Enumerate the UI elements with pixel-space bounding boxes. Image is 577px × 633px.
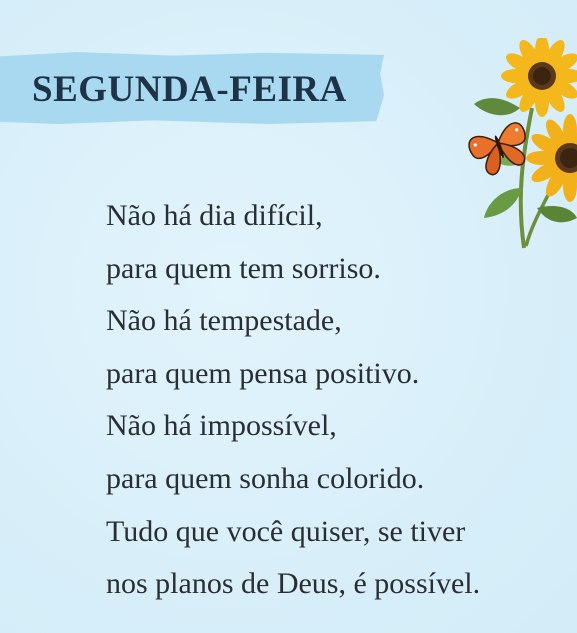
poem-line: para quem sonha colorido. [106, 461, 425, 495]
sunflower-icon [526, 114, 577, 202]
poem-line: Não há dia difícil, [106, 199, 323, 232]
poem-line: para quem pensa positivo. [106, 356, 420, 390]
poem-line: para quem tem sorriso. [106, 251, 381, 285]
poem-line: Tudo que você quiser, se tiver [106, 514, 466, 548]
poem-line: Não há tempestade, [106, 304, 342, 338]
poem-line: Não há impossível, [106, 409, 337, 443]
page-title: SEGUNDA-FEIRA [32, 69, 347, 110]
poem-text [106, 190, 480, 611]
poem-line: nos planos de Deus, é possível. [106, 567, 481, 601]
